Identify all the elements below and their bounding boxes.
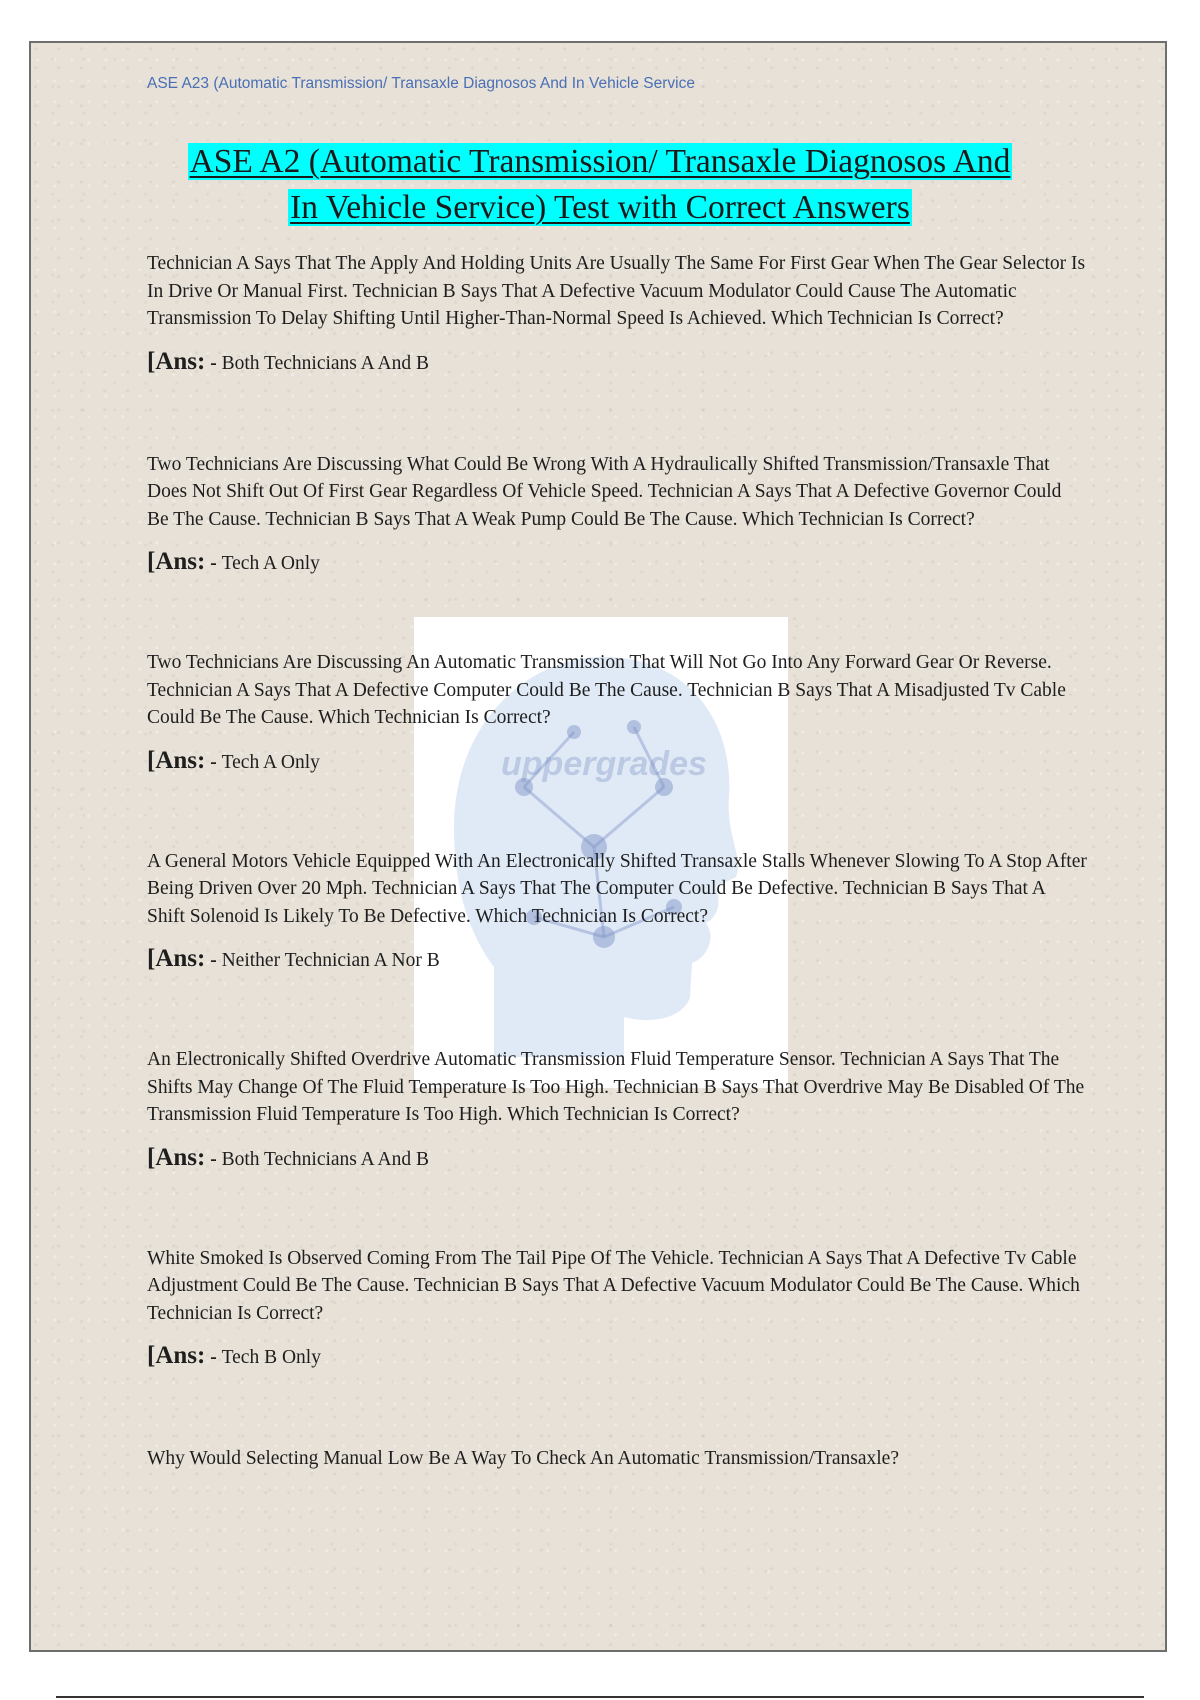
answer-text: Both Technicians A And B [221,352,429,374]
answer-label: [Ans: [147,347,206,375]
qa-item [147,1445,1087,1473]
answer-label: [Ans: [147,1143,206,1171]
answer-line [147,944,1087,976]
question-text: An Electronically Shifted Overdrive Automatic Transmission Fluid Temperature Sensor. Technician A Says That The Shifts May Change Of The Fluid Temperature Is Too High. Technician B Says That Overdrive May Be Disabled Of The Transmission Fluid Temperature Is Too High. Which Technician Is Correct? [147,1049,1085,1125]
answer-label: [Ans: [147,1342,206,1369]
qa-item [147,1046,1087,1175]
answer-dash: - [205,751,222,773]
qa-item [147,649,1087,778]
answer-dash: - [205,1148,222,1170]
qa-item [147,848,1087,977]
answer-label: [Ans: [147,945,206,972]
title-line-2: In Vehicle Service) Test with Correct Answers [290,189,910,226]
document-title [91,139,1109,231]
qa-item [147,250,1087,379]
answer-line [147,1341,1087,1373]
watermark-text: uppergrades [501,745,707,783]
answer-dash: - [205,1347,222,1368]
answer-line [147,746,1087,778]
answer-text: Tech A Only [221,553,320,574]
title-line-1: ASE A2 (Automatic Transmission/ Transaxle Diagnosos And [189,143,1011,180]
footer-divider [56,1696,1144,1698]
question-text: White Smoked Is Observed Coming From The Tail Pipe Of The Vehicle. Technician A Says That A Defective Tv Cable Adjustment Could Be The Cause. Technician B Says That A Defective Vacuum Modulator Could Be The Cause. Which Technician Is Correct? [147,1247,1080,1324]
question-text: A General Motors Vehicle Equipped With An Electronically Shifted Transaxle Stalls Whenever Slowing To A Stop After Being Driven Over 20 Mph. Technician A Says That The Computer Could Be Defective. Technician B Says That A Shift Solenoid Is Likely To Be Defective. Which Technician Is Correct? [147,850,1087,927]
answer-dash: - [205,950,222,971]
answer-label: [Ans: [147,746,206,774]
running-header: ASE A23 (Automatic Transmission/ Transaxle Diagnosos And In Vehicle Service [147,75,695,92]
qa-item [147,1245,1087,1374]
answer-label: [Ans: [147,548,206,575]
answer-line [147,547,1087,579]
question-text: Technician A Says That The Apply And Holding Units Are Usually The Same For First Gear When The Gear Selector Is In Drive Or Manual First. Technician B Says That A Defective Vacuum Modulator Could Cause The Automatic Transmission To Delay Shifting Until Higher-Than-Normal Speed Is Achieved. Which Technician Is Correct? [147,253,1086,329]
document-page [29,41,1167,1652]
answer-text: Tech A Only [221,751,320,773]
answer-text: Neither Technician A Nor B [221,950,440,971]
answer-dash: - [205,553,222,574]
answer-line [147,347,1087,379]
question-text: Two Technicians Are Discussing What Could Be Wrong With A Hydraulically Shifted Transmission/Transaxle That Does Not Shift Out Of First Gear Regardless Of Vehicle Speed. Technician A Says That A Defective Governor Could Be The Cause. Technician B Says That A Weak Pump Could Be The Cause. Which Technician Is Correct? [147,453,1062,530]
answer-dash: - [205,352,222,374]
question-text: Why Would Selecting Manual Low Be A Way To Check An Automatic Transmission/Transaxle? [147,1448,899,1469]
qa-list [147,250,1087,1473]
answer-text: Tech B Only [221,1347,321,1368]
qa-item [147,451,1087,580]
answer-text: Both Technicians A And B [221,1148,429,1170]
question-text: Two Technicians Are Discussing An Automatic Transmission That Will Not Go Into Any Forward Gear Or Reverse. Technician A Says That A Defective Computer Could Be The Cause. Technician B Says That A Misadjusted Tv Cable Could Be The Cause. Which Technician Is Correct? [147,652,1066,728]
answer-line [147,1143,1087,1175]
